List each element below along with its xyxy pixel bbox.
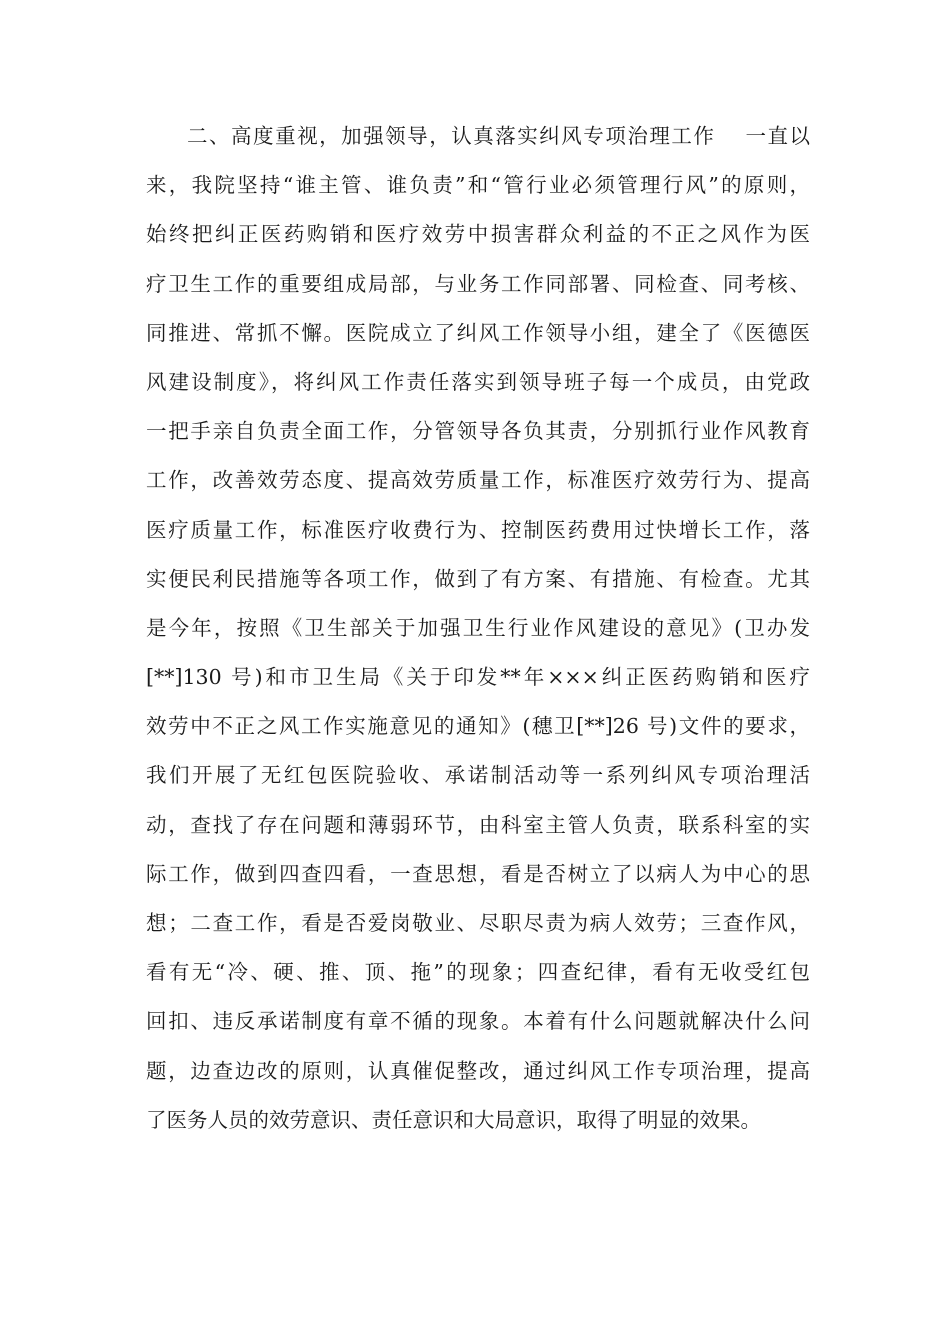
paragraph-line-18: 看有无“冷、硬、推、顶、拖”的现象；四查纪律，看有无收受红包: [146, 960, 810, 985]
paragraph-line-10: 实便民利民措施等各项工作，做到了有方案、有措施、有检查。尤其: [146, 566, 810, 591]
paragraph-line-1: 二、高度重视，加强领导，认真落实纠风专项治理工作 一直以: [187, 124, 810, 148]
paragraph-line-14: 我们开展了无红包医院验收、承诺制活动等一系列纠风专项治理活: [146, 763, 810, 788]
paragraph-line-9: 医疗质量工作，标准医疗收费行为、控制医药费用过快增长工作，落: [146, 517, 810, 542]
paragraph-line-12: [**]130 号)和市卫生局《关于印发**年×××纠正医药购销和医疗: [146, 665, 810, 690]
paragraph-line-6: 风建设制度》，将纠风工作责任落实到领导班子每一个成员，由党政: [146, 369, 810, 394]
paragraph-line-13: 效劳中不正之风工作实施意见的通知》(穗卫[**]26 号)文件的要求，: [146, 714, 810, 739]
paragraph-line-16: 际工作，做到四查四看，一查思想，看是否树立了以病人为中心的思: [146, 861, 810, 886]
body-paragraph: [146, 112, 810, 1145]
paragraph-line-5: 同推进、常抓不懈。医院成立了纠风工作领导小组，建全了《医德医: [146, 320, 810, 345]
paragraph-line-20: 题，边查边改的原则，认真催促整改，通过纠风工作专项治理，提高: [146, 1058, 810, 1083]
paragraph-line-11: 是今年，按照《卫生部关于加强卫生行业作风建设的意见》(卫办发: [146, 615, 810, 640]
paragraph-line-7: 一把手亲自负责全面工作，分管领导各负其责，分别抓行业作风教育: [146, 419, 810, 444]
paragraph-line-4: 疗卫生工作的重要组成局部，与业务工作同部署、同检查、同考核、: [146, 271, 810, 296]
paragraph-line-19: 回扣、违反承诺制度有章不循的现象。本着有什么问题就解决什么问: [146, 1009, 810, 1034]
paragraph-line-17: 想；二查工作，看是否爱岗敬业、尽职尽责为病人效劳；三查作风，: [146, 911, 810, 935]
paragraph-line-2: 来，我院坚持“谁主管、谁负责”和“管行业必须管理行风”的原则，: [146, 173, 810, 198]
paragraph-line-8: 工作，改善效劳态度、提高效劳质量工作，标准医疗效劳行为、提高: [146, 468, 810, 493]
paragraph-line-21: 了医务人员的效劳意识、责任意识和大局意识，取得了明显的效果。: [146, 1107, 761, 1132]
paragraph-line-15: 动，查找了存在问题和薄弱环节，由科室主管人负责，联系科室的实: [146, 812, 810, 837]
paragraph-line-3: 始终把纠正医药购销和医疗效劳中损害群众利益的不正之风作为医: [146, 222, 810, 247]
